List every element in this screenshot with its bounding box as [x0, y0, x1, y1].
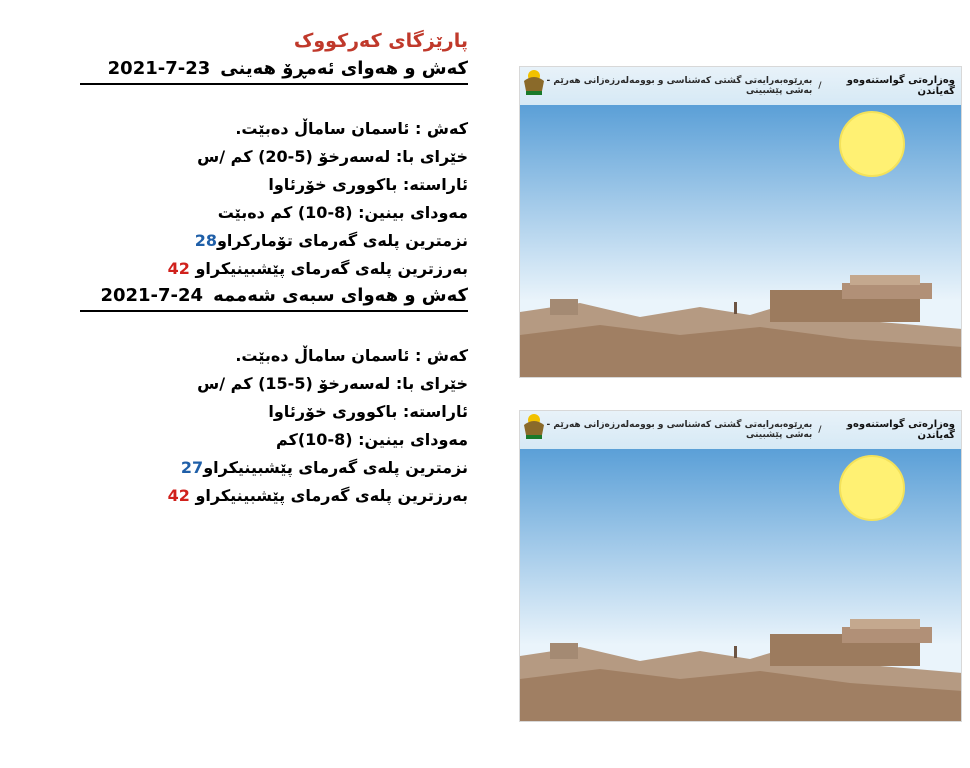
wind-value: (20-5): [258, 147, 313, 166]
poster-banner: [520, 67, 961, 105]
wind-prefix: لەسەرخۆ: [318, 374, 391, 393]
banner-separator: /: [818, 81, 822, 91]
ministry-name: وەزارەتی گواستنەوەو گەیاندن: [846, 75, 955, 97]
poster-banner: [520, 411, 961, 449]
visibility-unit: کم دەبێت: [217, 203, 293, 222]
direction-label: ئاراستە:: [402, 402, 468, 421]
direction-line: [80, 398, 468, 426]
day-date: 2021-7-24: [100, 285, 204, 306]
ministry-name: وەزارەتی گواستنەوەو گەیاندن: [846, 419, 955, 441]
day-heading-today: [80, 56, 468, 85]
directorate-name: بەڕێوەبەرایەتی گشتی کەشناسی و بوومەلەرزەزانی هەرێم - بەشی پێشبینی: [546, 420, 813, 440]
wind-prefix: لەسەرخۆ: [318, 147, 391, 166]
banner-separator: /: [818, 425, 822, 435]
min-temp-value: 28: [194, 231, 217, 250]
max-temp-value: 42: [167, 486, 190, 505]
min-temp-line: [80, 454, 468, 482]
min-temp-line: [80, 227, 468, 255]
direction-label: ئاراستە:: [402, 175, 468, 194]
wind-line: [80, 370, 468, 398]
sky-label: کەش :: [414, 346, 468, 365]
min-temp-value: 27: [180, 458, 204, 477]
direction-line: [80, 171, 468, 199]
visibility-label: مەودای بینین:: [358, 203, 468, 222]
direction-value: باکووری خۆرئاوا: [268, 175, 398, 194]
kurdistan-emblem-icon: [520, 67, 548, 97]
day-heading-label: کەش و هەوای ئەمڕۆ هەینی: [220, 58, 468, 79]
visibility-line: [80, 426, 468, 454]
direction-value: باکووری خۆرئاوا: [268, 402, 398, 421]
forecast-text-column: [80, 26, 468, 510]
weather-poster-tomorrow: [519, 410, 962, 722]
max-temp-line: [80, 482, 468, 510]
visibility-line: [80, 199, 468, 227]
wind-unit: کم /س: [197, 147, 253, 166]
poster-illustration: [520, 67, 962, 378]
max-temp-label: بەرزترین پلەی گەرمای پێشبینیکراو: [195, 259, 468, 278]
kurdistan-emblem-icon: [520, 411, 548, 441]
province-title: پارێزگای کەرکووک: [293, 30, 468, 52]
min-temp-label: نزمترین پلەی گەرمای تۆمارکراو: [216, 231, 468, 250]
visibility-value: (10-8): [297, 203, 353, 222]
wind-unit: کم /س: [197, 374, 253, 393]
min-temp-label: نزمترین پلەی گەرمای پێشبینیکراو: [203, 458, 468, 477]
sky-line: [80, 115, 468, 143]
wind-line: [80, 143, 468, 171]
sky-line: [80, 342, 468, 370]
day-date: 2021-7-23: [107, 58, 211, 79]
poster-illustration: [520, 411, 962, 722]
sun-icon: [840, 456, 904, 520]
sky-value: ئاسمان ساماڵ دەبێت.: [235, 119, 410, 138]
visibility-unit: کم: [276, 430, 298, 449]
visibility-label: مەودای بینین:: [358, 430, 468, 449]
max-temp-label: بەرزترین پلەی گەرمای پێشبینیکراو: [195, 486, 468, 505]
sun-icon: [840, 112, 904, 176]
wind-value: (15-5): [258, 374, 313, 393]
wind-label: خێرای با:: [395, 147, 468, 166]
sky-value: ئاسمان ساماڵ دەبێت.: [235, 346, 410, 365]
visibility-value: (10-8): [297, 430, 353, 449]
max-temp-line: [80, 255, 468, 283]
directorate-name: بەڕێوەبەرایەتی گشتی کەشناسی و بوومەلەرزەزانی هەرێم - بەشی پێشبینی: [546, 76, 813, 96]
sky-label: کەش :: [414, 119, 468, 138]
day-heading-label: کەش و هەوای سبەی شەممە: [213, 285, 468, 306]
wind-label: خێرای با:: [395, 374, 468, 393]
day-heading-tomorrow: [80, 283, 468, 312]
weather-poster-today: [519, 66, 962, 378]
max-temp-value: 42: [167, 259, 190, 278]
